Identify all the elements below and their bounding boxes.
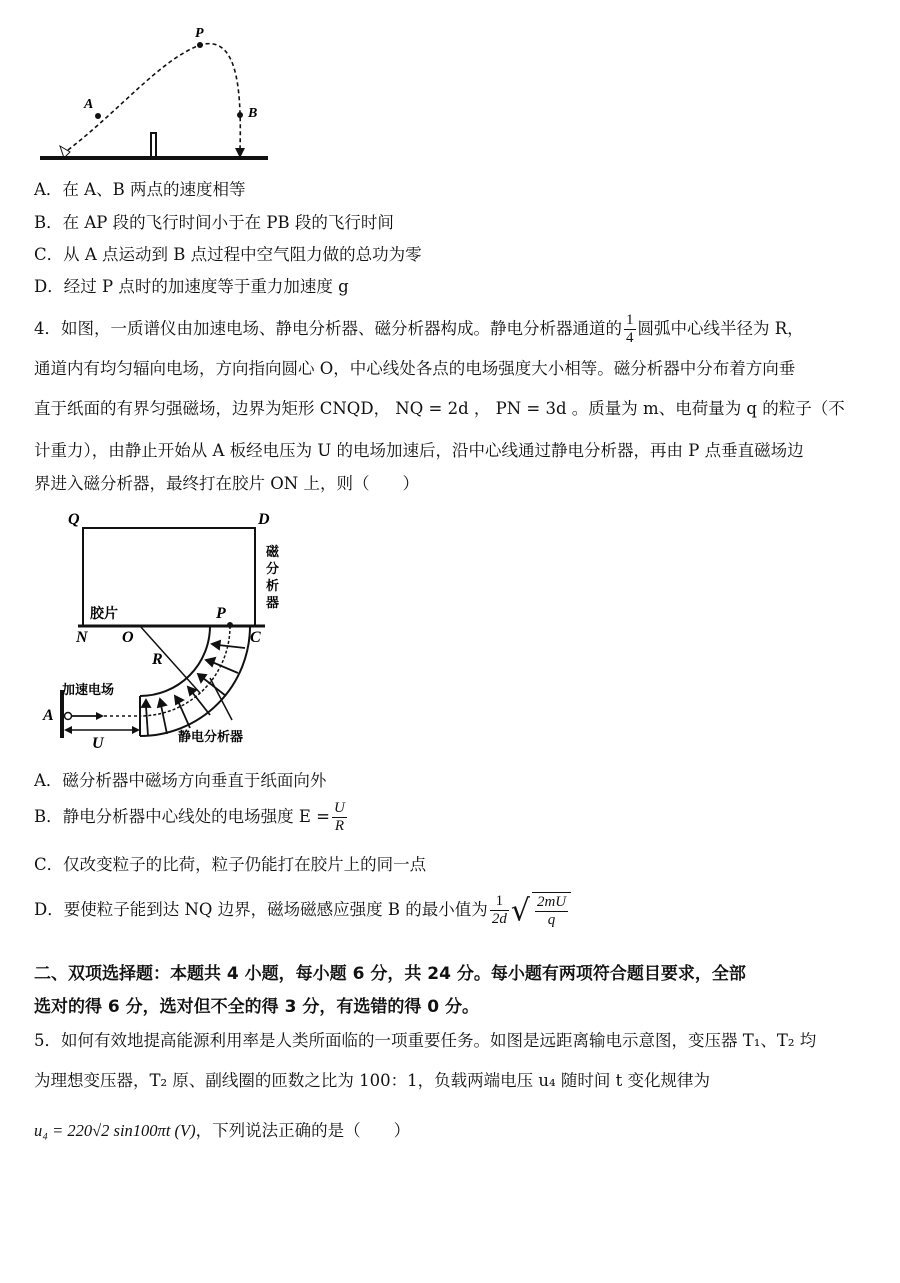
- label-u: U: [92, 735, 104, 752]
- accel-arrow-head: [96, 712, 104, 720]
- inner-arc: [140, 626, 210, 696]
- q5-line-2: 为理想变压器，T₂ 原、副线圈的匝数之比为 100：1，负载两端电压 u₄ 随时间 t 变化规律为: [34, 1071, 710, 1090]
- u-arrow-left: [64, 726, 72, 734]
- frac-den: R: [334, 818, 344, 834]
- label-mag-1: 磁: [266, 544, 280, 559]
- label-a2: A: [43, 707, 54, 724]
- q4-line-1-b: 圆弧中心线半径为 R，: [637, 319, 804, 338]
- u-arrow-right: [132, 726, 140, 734]
- label-r: R: [152, 651, 163, 668]
- sqrt-expression: √ $\frac{2mU}{q}$: [511, 892, 571, 929]
- q4-option-d: [34, 892, 571, 929]
- label-d: D: [258, 511, 270, 528]
- label-n: N: [76, 629, 88, 646]
- q5-line-1: 5．如何有效地提高能源利用率是人类所面临的一项重要任务。如图是远距离输电示意图，变压器 T₁、T₂ 均: [34, 1031, 817, 1050]
- label-o: O: [122, 629, 134, 646]
- label-c: C: [250, 629, 261, 646]
- q4-line-4: 计重力），由静止开始从 A 板经电压为 U 的电场加速后，沿中心线通过静电分析器，再由 P 点垂直磁场边: [34, 441, 804, 460]
- outer-arc: [140, 626, 250, 736]
- q4-line-5: 界进入磁分析器，最终打在胶片 ON 上，则（ ）: [34, 474, 419, 493]
- radicand: [532, 892, 571, 929]
- q4-line-2: 通道内有均匀辐向电场，方向指向圆心 O，中心线处各点的电场强度大小相等。磁分析器中分布着方向垂: [34, 359, 796, 378]
- label-a: A: [84, 97, 94, 112]
- q5-line-3-tail: ，下列说法正确的是（ ）: [195, 1121, 411, 1140]
- label-accel: 加速电场: [62, 682, 115, 697]
- point-b: [237, 112, 243, 118]
- radius-line: [140, 626, 200, 693]
- rad-num: 2mU: [536, 894, 567, 910]
- q4-line-1-a: 4．如图，一质谱仪由加速电场、静电分析器、磁分析器构成。静电分析器通道的: [34, 319, 622, 338]
- frac-num: 1: [626, 312, 634, 328]
- label-mag-3: 析: [266, 578, 280, 593]
- frac-num: 1: [490, 893, 509, 911]
- particle-a: [65, 713, 72, 720]
- mass-spectrometer-figure: [40, 508, 300, 753]
- one-over-2d-fraction: [490, 893, 509, 928]
- frac-den: 2d: [491, 911, 507, 927]
- q4-option-d-text: D．要使粒子能到达 NQ 边界，磁场磁感应强度 B 的最小值为: [34, 900, 488, 919]
- label-film: 胶片: [90, 605, 118, 621]
- center-arc: [140, 626, 230, 716]
- label-mag-4: 器: [266, 595, 280, 610]
- pointer-line: [210, 678, 232, 720]
- net-post: [151, 133, 156, 157]
- u4-formula: u₄ = 220√2 sin100πt (V): [34, 1121, 196, 1140]
- label-p2: P: [216, 605, 226, 622]
- point-a: [95, 113, 101, 119]
- section2-line-1: 二、双项选择题：本题共 4 小题，每小题 6 分，共 24 分。每小题有两项符合题目要求，全部: [34, 964, 746, 984]
- label-electro: 静电分析器: [178, 729, 244, 744]
- q3-option-c: C．从 A 点运动到 B 点过程中空气阻力做的总功为零: [34, 245, 422, 264]
- label-q: Q: [68, 511, 80, 528]
- frac-num: U: [334, 800, 345, 816]
- point-p: [197, 42, 203, 48]
- q4-line-1: [34, 312, 804, 347]
- section2-line-2: 选对的得 6 分，选对但不全的得 3 分，有选错的得 0 分。: [34, 997, 479, 1017]
- q4-option-b: [34, 800, 349, 835]
- q4-option-b-text: B．静电分析器中心线处的电场强度 E =: [34, 807, 330, 826]
- rad-den: q: [547, 912, 556, 928]
- label-p: P: [195, 26, 204, 41]
- label-b: B: [248, 106, 258, 121]
- label-mag-2: 分: [266, 561, 280, 576]
- plate-a: [60, 690, 64, 738]
- q5-line-3: [34, 1120, 410, 1142]
- q3-option-b: B．在 AP 段的飞行时间小于在 PB 段的飞行时间: [34, 213, 394, 232]
- q4-option-a: A．磁分析器中磁场方向垂直于纸面向外: [34, 771, 327, 790]
- u-over-r-fraction: [332, 800, 347, 835]
- q3-option-a: A．在 A、B 两点的速度相等: [34, 180, 246, 199]
- quarter-fraction: [624, 312, 636, 347]
- q4-option-c: C．仅改变粒子的比荷，粒子仍能打在胶片上的同一点: [34, 855, 427, 874]
- point-p: [227, 622, 233, 628]
- q3-option-d: D．经过 P 点时的加速度等于重力加速度 g: [34, 277, 349, 296]
- frac-den: 4: [626, 330, 634, 346]
- q4-line-3: 直于纸面的有界匀强磁场，边界为矩形 CNQD， NQ = 2d ， PN = 3d 。质量为 m、电荷量为 q 的粒子（不: [34, 399, 845, 418]
- trajectory-figure: [30, 20, 280, 165]
